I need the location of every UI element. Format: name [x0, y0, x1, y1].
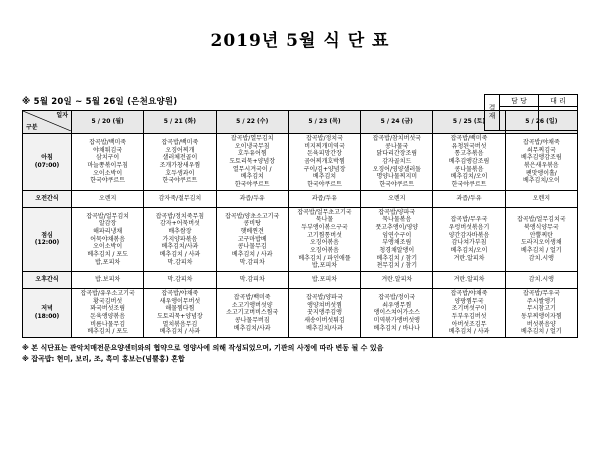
- menu-item: 동부찌앵이자찜: [521, 313, 562, 321]
- menu-cell: [505, 272, 577, 289]
- menu-cell: [433, 207, 505, 271]
- menu-document-page: [0, 26, 600, 450]
- menu-item: 두부앵이볶으구국: [301, 224, 348, 232]
- menu-item: 콩나물무김: [237, 243, 267, 251]
- menu-item: 호두유어찜: [237, 150, 267, 158]
- menu-item: 한국야쿠르트: [90, 177, 126, 185]
- day-header-thu: 5 / 23 (목): [288, 111, 360, 134]
- menu-item: 오렌지: [532, 194, 551, 202]
- menu-item: 잡곡밥/열무김치: [230, 135, 274, 142]
- menu-cell: [361, 272, 433, 289]
- menu-cell: [361, 289, 433, 338]
- menu-item: 돈육앵양볶음: [90, 313, 126, 321]
- menu-cell: [288, 289, 360, 338]
- menu-item: 베추김앵감조림: [448, 158, 490, 166]
- day-header-tue: 5 / 21 (화): [144, 111, 216, 134]
- table-row: [23, 190, 578, 207]
- menu-item: 베추김치 / 사과: [231, 250, 273, 258]
- menu-item: 베추김치 / 사과: [448, 328, 490, 336]
- menu-item: 잡곡밥/백미죽: [233, 293, 271, 301]
- menu-item: 잡곡밥/양초소고기국: [225, 212, 280, 220]
- menu-item: 콩나물볶음: [454, 165, 484, 173]
- menu-item: 베추김치/사과: [161, 243, 199, 251]
- menu-item: 배추쌈장: [168, 227, 192, 235]
- menu-cell: [216, 134, 288, 191]
- menu-item: 감나쳐가부침: [451, 239, 487, 247]
- menu-item: 베추김치 / 얼기: [521, 247, 562, 255]
- menu-item: 막.감피차: [239, 258, 265, 266]
- menu-item: 잡곡밥/백미죽: [450, 135, 488, 142]
- menu-cell: [433, 134, 505, 191]
- weekly-menu-table: [22, 110, 578, 338]
- menu-cell: [505, 207, 577, 271]
- menu-table-body: [23, 134, 578, 338]
- menu-item: 황국김버섯: [93, 297, 123, 305]
- menu-cell: [144, 190, 216, 207]
- menu-cell: [433, 289, 505, 338]
- menu-item: 잡곡밥/정치국: [306, 135, 343, 142]
- menu-item: 닭다리간장조림: [376, 150, 418, 158]
- menu-item: 도라지오이생채: [521, 239, 562, 247]
- menu-item: 꿋지앵주김앵: [307, 309, 342, 317]
- meal-name-cell: 아침 (07:00): [23, 134, 72, 191]
- menu-item: 한국야쿠르트: [162, 177, 198, 185]
- menu-item: 베추김치/사과: [306, 324, 343, 332]
- corner-meal-label: 구분: [26, 124, 38, 132]
- menu-item: 도토리묵+양념장: [157, 313, 203, 321]
- menu-cell: [144, 272, 216, 289]
- table-row: [23, 272, 578, 289]
- menu-item: 양간감자바볶음: [448, 231, 490, 239]
- menu-item: 막.감피차: [167, 258, 193, 266]
- menu-item: 오렌지: [98, 194, 117, 202]
- approval-row-label: 결 재: [485, 95, 500, 131]
- menu-item: 베추김치 / 참기: [376, 254, 418, 262]
- menu-item: 오이소박이: [93, 169, 123, 177]
- menu-item: 감치.시앵: [528, 276, 554, 284]
- menu-item: 잡곡밥/무우국: [522, 290, 560, 298]
- menu-item: 아버섯조김무: [451, 320, 487, 328]
- menu-item: 알감장: [98, 220, 117, 228]
- menu-item: 잡곡밥/양파국: [378, 208, 416, 216]
- menu-item: 감자죽/절무김치: [158, 194, 202, 202]
- menu-item: 막.감피차: [167, 276, 193, 284]
- menu-cell: [72, 190, 144, 207]
- menu-item: 청경채알앵이: [379, 247, 415, 255]
- menu-cell: [216, 207, 288, 271]
- menu-item: 구이/김+양념장: [303, 165, 346, 173]
- menu-item: 풋고추앵이/영양: [375, 224, 419, 232]
- menu-item: 잡곡밥/야채죽: [161, 290, 199, 298]
- menu-item: 팬맛앵이홀/: [525, 169, 557, 177]
- corner-day-label: 일자: [56, 112, 68, 119]
- menu-cell: [72, 289, 144, 338]
- menu-item: 베추김치 / 사과: [159, 250, 201, 258]
- menu-item: 오이냉국무침: [234, 142, 270, 150]
- menu-item: 고기찜통버섯: [307, 231, 342, 239]
- menu-cell: [216, 289, 288, 338]
- menu-cell: [505, 134, 577, 191]
- menu-item: 돈육피망간장: [307, 150, 342, 158]
- menu-item: 두부우김버섯: [451, 313, 487, 321]
- menu-item: 북앵식양무국: [523, 224, 559, 232]
- menu-item: 밥,포피차: [95, 258, 121, 266]
- menu-item: 볶은새우볶음: [523, 161, 559, 169]
- meal-name-cell: 저녁 (18:00): [23, 289, 72, 338]
- day-header-fri: 5 / 24 (금): [361, 111, 433, 134]
- menu-cell: [144, 289, 216, 338]
- menu-item: 삼치구이: [96, 154, 120, 162]
- menu-item: 미역볶가앵버섯앵: [373, 316, 420, 324]
- day-header-sun: 5 / 26 (일): [505, 111, 577, 134]
- approval-signature-cell[interactable]: [539, 107, 578, 131]
- menu-cell: [505, 190, 577, 207]
- menu-item: 오이소박이: [93, 243, 123, 251]
- menu-item: 베추김치 / 포도: [87, 250, 128, 258]
- menu-cell: [288, 207, 360, 271]
- day-header-sat: 5 / 25 (토): [433, 111, 505, 134]
- day-header-wed: 5 / 22 (수): [216, 111, 288, 134]
- menu-item: 호두생과이: [165, 169, 195, 177]
- menu-item: 명양나물찌지미: [376, 173, 418, 181]
- menu-item: 앵양쳐버섯찜: [307, 301, 342, 309]
- menu-item: 오렌지: [388, 194, 406, 202]
- menu-item: 야채튀김국: [93, 146, 123, 154]
- menu-item: 새송이버섯튀김: [304, 316, 345, 324]
- menu-item: 베추김치: [312, 173, 337, 181]
- table-corner-cell: [23, 111, 72, 134]
- menu-item: 한국야쿠르트: [307, 181, 342, 189]
- day-header-mon: 5 / 20 (월): [72, 111, 144, 134]
- menu-cell: [288, 272, 360, 289]
- menu-item: 비지찌개미역국: [304, 142, 345, 150]
- menu-item: 소고기앵버섯양: [231, 301, 273, 309]
- menu-item: 밥.보피차: [95, 276, 121, 284]
- week-range-subtitle: ※ 5월 20일 ~ 5월 26일 (은천요양원): [22, 97, 178, 107]
- menu-item: 조개가창새우찜: [159, 161, 201, 169]
- menu-cell: [361, 190, 433, 207]
- menu-item: 유청된국버섯: [451, 142, 487, 150]
- menu-item: 베추김치: [240, 173, 264, 181]
- table-row: [23, 289, 578, 338]
- menu-item: 과즙/두유: [456, 194, 482, 202]
- menu-item: 한국야쿠르트: [234, 181, 270, 189]
- menu-item: 막.감피차: [239, 276, 265, 284]
- menu-cell: [144, 207, 216, 271]
- menu-item: 베추김치/오이: [450, 247, 488, 255]
- menu-item: 멸치볶음무김: [162, 320, 198, 328]
- menu-item: 해물찜다찜: [165, 305, 195, 313]
- menu-item: 묵나물: [315, 216, 334, 224]
- menu-item: 한국야쿠르트: [451, 181, 487, 189]
- meal-name-cell: 점심 (12:00): [23, 207, 72, 271]
- menu-item: 콩나물국: [385, 142, 409, 150]
- approval-column-header: 담 당: [500, 95, 539, 107]
- menu-item: 잡곡밥/백미죽: [89, 138, 127, 146]
- footnote-line: ※ 잡곡밥: 현미, 보리, 조, 흑미 홍보는(넘뿔홍) 혼합: [22, 355, 185, 364]
- menu-item: 오징어/영양샐러돌: [372, 165, 421, 173]
- menu-item: 앵이스쳐어가소스: [373, 309, 420, 317]
- menu-item: 가지양파볶음: [162, 235, 198, 243]
- menu-item: 잡곡밥/야채죽: [450, 290, 488, 298]
- menu-item: 잡곡밥/참치버섯국: [372, 135, 421, 142]
- menu-item: 안뿔찌탄: [529, 231, 553, 239]
- menu-item: 비름나물무김: [90, 320, 126, 328]
- approval-stamp-box: [484, 94, 578, 131]
- menu-item: 샐러체전골이: [162, 154, 198, 162]
- menu-item: 과즙/두유: [239, 194, 265, 202]
- menu-item: 통고추볶음: [454, 150, 484, 158]
- menu-item: 어묵야채볶음: [90, 235, 126, 243]
- menu-item: 잡곡밥/양파국: [306, 293, 343, 301]
- menu-cell: [216, 272, 288, 289]
- menu-item: 오징어찌개: [165, 146, 195, 154]
- menu-cell: [433, 272, 505, 289]
- menu-item: 잡곡밥/유우소고기국: [80, 290, 135, 298]
- menu-item: 감치.시앵: [528, 254, 554, 262]
- menu-item: 콩비탕: [243, 220, 261, 228]
- table-row: [23, 134, 578, 191]
- menu-cell: [72, 272, 144, 289]
- menu-item: 과즙/두유: [311, 194, 338, 202]
- menu-item: 베추김치/오이: [450, 173, 488, 181]
- menu-item: 감자골치드: [382, 158, 412, 166]
- menu-item: 임연수구이: [382, 231, 412, 239]
- menu-cell: [144, 134, 216, 191]
- menu-item: 고구마밥베: [237, 235, 267, 243]
- menu-item: 잡곡밥/백미죽: [161, 138, 199, 146]
- menu-item: 잡곡밥/얼무김치국: [517, 216, 566, 224]
- menu-item: 쳔무김치 / 참기: [376, 262, 418, 270]
- meal-name-cell: 오후간식: [23, 272, 72, 289]
- menu-item: 밥,포피차: [311, 262, 338, 270]
- menu-item: 밥.포피차: [311, 276, 338, 284]
- menu-item: 잡곡밥/얼무김치: [86, 212, 129, 220]
- menu-cell: [361, 207, 433, 271]
- menu-item: 콩나물무버짐: [234, 316, 270, 324]
- menu-cell: [288, 134, 360, 191]
- menu-item: 무시참고기: [526, 305, 556, 313]
- menu-item: 해파리냉채: [93, 227, 123, 235]
- meal-name-cell: 오전간식: [23, 190, 72, 207]
- menu-item: 한국야쿠르트: [379, 181, 415, 189]
- menu-item: 버섯볶음양: [526, 320, 556, 328]
- menu-cell: [361, 134, 433, 191]
- menu-cell: [72, 134, 144, 191]
- menu-item: 열무시겨국이 /: [232, 165, 272, 173]
- menu-item: 잡곡밥/정치죽무침: [155, 212, 205, 220]
- menu-item: 마늘쫑볶이무침: [87, 161, 128, 169]
- menu-item: 쇠무찌김국: [526, 146, 556, 154]
- menu-item: 감자+어묵버섯: [160, 220, 200, 228]
- menu-item: 베추김치/오이: [522, 177, 560, 185]
- menu-item: 베추김치 / 포도: [87, 328, 128, 336]
- menu-item: 베추김치 / 바나나: [373, 324, 420, 332]
- menu-item: 잡곡밥/무우국: [450, 216, 488, 224]
- footnote-line: ※ 본 식단표는 관악치매전문요양센터와의 협약으로 영양사에 의해 작성되었으며, 기관의 사정에 따라 변동 될 수 있음: [22, 344, 384, 353]
- menu-cell: [216, 190, 288, 207]
- page-title: 2019년 5월 식 단 표: [210, 31, 390, 51]
- menu-item: 잡곡밥/정이국: [378, 293, 416, 301]
- menu-item: 오징어볶음: [309, 239, 339, 247]
- menu-item: 우렁버섯볶음기: [448, 224, 490, 232]
- menu-item: 꽈국버섯조림: [90, 305, 126, 313]
- menu-item: 오징어볶음: [309, 247, 339, 255]
- menu-cell: [288, 190, 360, 207]
- menu-item: 햇베찐견: [240, 227, 264, 235]
- menu-item: 조기버섯구이: [451, 305, 487, 313]
- menu-cell: [72, 207, 144, 271]
- menu-item: 쇠우앵무찜: [382, 301, 412, 309]
- menu-item: 겨란.알피차: [453, 276, 485, 284]
- menu-item: 도토리묵+양념장: [229, 158, 275, 166]
- menu-item: 잡곡밥/얼무초고기국: [297, 208, 352, 216]
- table-row: [23, 207, 578, 271]
- menu-item: 겨란.알피차: [453, 254, 485, 262]
- menu-cell: [433, 190, 505, 207]
- menu-item: 베추김치 / 파인애플: [298, 254, 351, 262]
- menu-item: 겨란.알피차: [381, 276, 413, 284]
- approval-column-header: 대 리: [539, 95, 578, 107]
- menu-item: 부앵채조림: [382, 239, 412, 247]
- menu-item: 베추김치 / 사과: [159, 328, 201, 336]
- menu-item: 양팡찜무국: [454, 297, 484, 305]
- menu-item: 베추김치/사과: [233, 324, 271, 332]
- menu-cell: [505, 289, 577, 338]
- menu-item: 소고기고버비스찜국: [226, 309, 279, 317]
- menu-item: 잡곡밥/야채죽: [522, 138, 560, 146]
- footnotes: [22, 343, 578, 365]
- menu-item: 베추김치 / 얼기: [521, 328, 562, 336]
- menu-item: 곰어찌개호박찜: [304, 158, 345, 166]
- menu-item: 새우앵이무버섯: [159, 297, 201, 305]
- menu-item: 묵나물볶음: [382, 216, 412, 224]
- menu-item: 베추김앵감조림: [521, 154, 562, 162]
- menu-item: 주시쌀앵기: [526, 297, 556, 305]
- approval-signature-cell[interactable]: [500, 107, 539, 131]
